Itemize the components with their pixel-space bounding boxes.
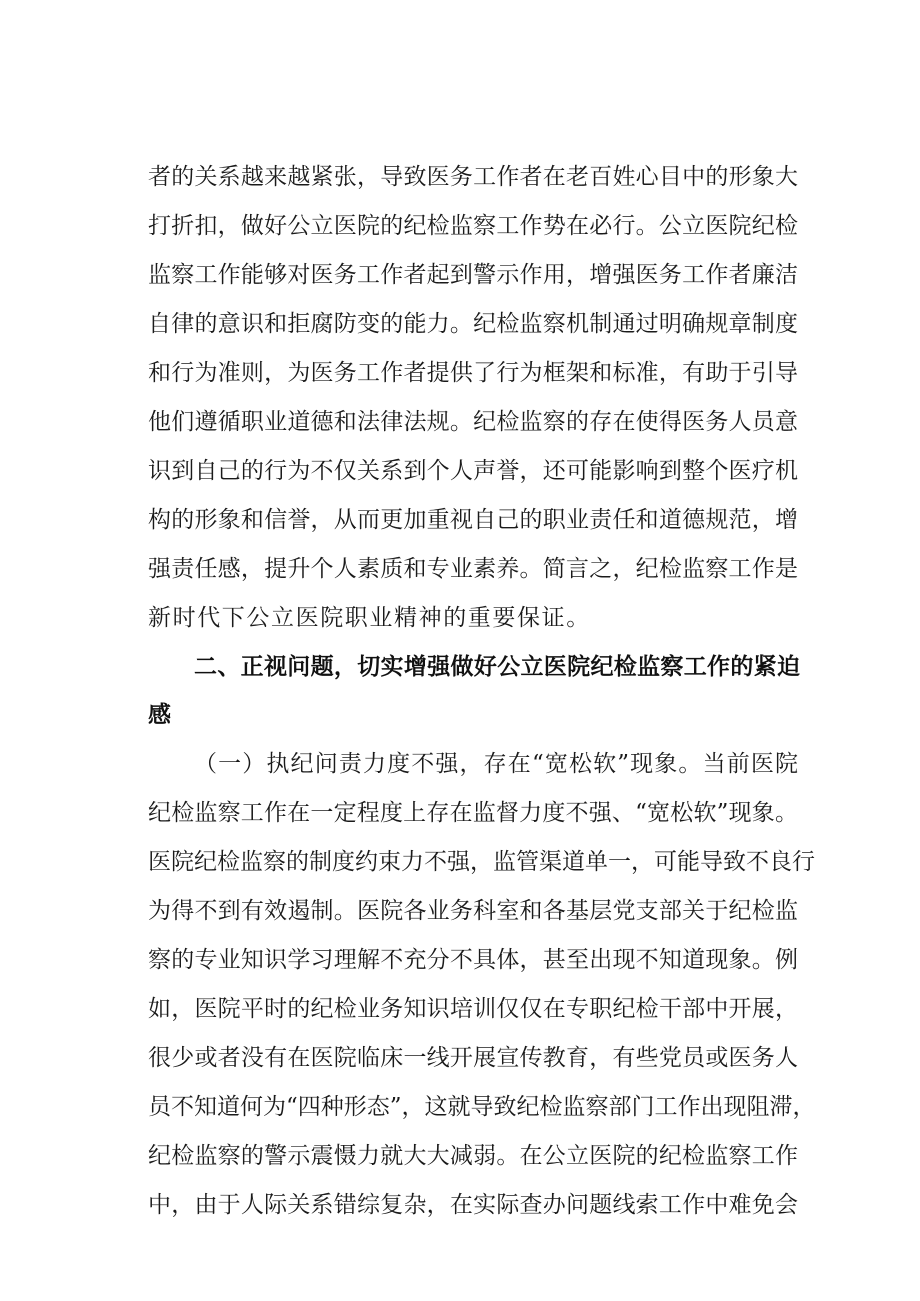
- paragraph-line: 他们遵循职业道德和法律法规。纪检监察的存在使得医务人员意: [148, 409, 798, 435]
- paragraph-line: 监察工作能够对医务工作者起到警示作用，增强医务工作者廉洁: [148, 262, 798, 288]
- paragraph-line: 者的关系越来越紧张，导致医务工作者在老百姓心目中的形象大: [148, 164, 798, 190]
- paragraph-line: 医院纪检监察的制度约束力不强，监管渠道单一，可能导致不良行: [148, 849, 815, 875]
- paragraph-line: 构的形象和信誉，从而更加重视自己的职业责任和道德规范，增: [148, 507, 798, 533]
- paragraph-line: 和行为准则，为医务工作者提供了行为框架和标准，有助于引导: [148, 360, 798, 386]
- paragraph-line: 强责任感，提升个人素质和专业素养。简言之，纪检监察工作是: [148, 556, 798, 582]
- paragraph-line: （一）执纪问责力度不强，存在“宽松软”现象。当前医院: [194, 751, 798, 777]
- paragraph-line: 纪检监察工作在一定程度上存在监督力度不强、“宽松软”现象。: [148, 800, 798, 826]
- section-heading-continued: 感: [148, 702, 171, 728]
- paragraph-line: 识到自己的行为不仅关系到个人声誉，还可能影响到整个医疗机: [148, 458, 798, 484]
- paragraph-line: 中，由于人际关系错综复杂，在实际查办问题线索工作中难免会: [148, 1192, 798, 1218]
- paragraph-line: 察的专业知识学习理解不充分不具体，甚至出现不知道现象。例: [148, 947, 798, 973]
- paragraph-line: 为得不到有效遏制。医院各业务科室和各基层党支部关于纪检监: [148, 898, 798, 924]
- paragraph-line: 很少或者没有在医院临床一线开展宣传教育，有些党员或医务人: [148, 1045, 798, 1071]
- paragraph-line: 纪检监察的警示震慑力就大大减弱。在公立医院的纪检监察工作: [148, 1143, 798, 1169]
- section-heading: 二、正视问题，切实增强做好公立医院纪检监察工作的紧迫: [194, 654, 800, 680]
- paragraph-line: 员不知道何为“四种形态”，这就导致纪检监察部门工作出现阻滞，: [148, 1094, 816, 1120]
- paragraph-line: 如，医院平时的纪检业务知识培训仅仅在专职纪检干部中开展，: [148, 996, 798, 1022]
- paragraph-line: 自律的意识和拒腐防变的能力。纪检监察机制通过明确规章制度: [148, 311, 798, 337]
- paragraph-line: 新时代下公立医院职业精神的重要保证。: [148, 605, 591, 631]
- paragraph-line: 打折扣，做好公立医院的纪检监察工作势在必行。公立医院纪检: [148, 213, 798, 239]
